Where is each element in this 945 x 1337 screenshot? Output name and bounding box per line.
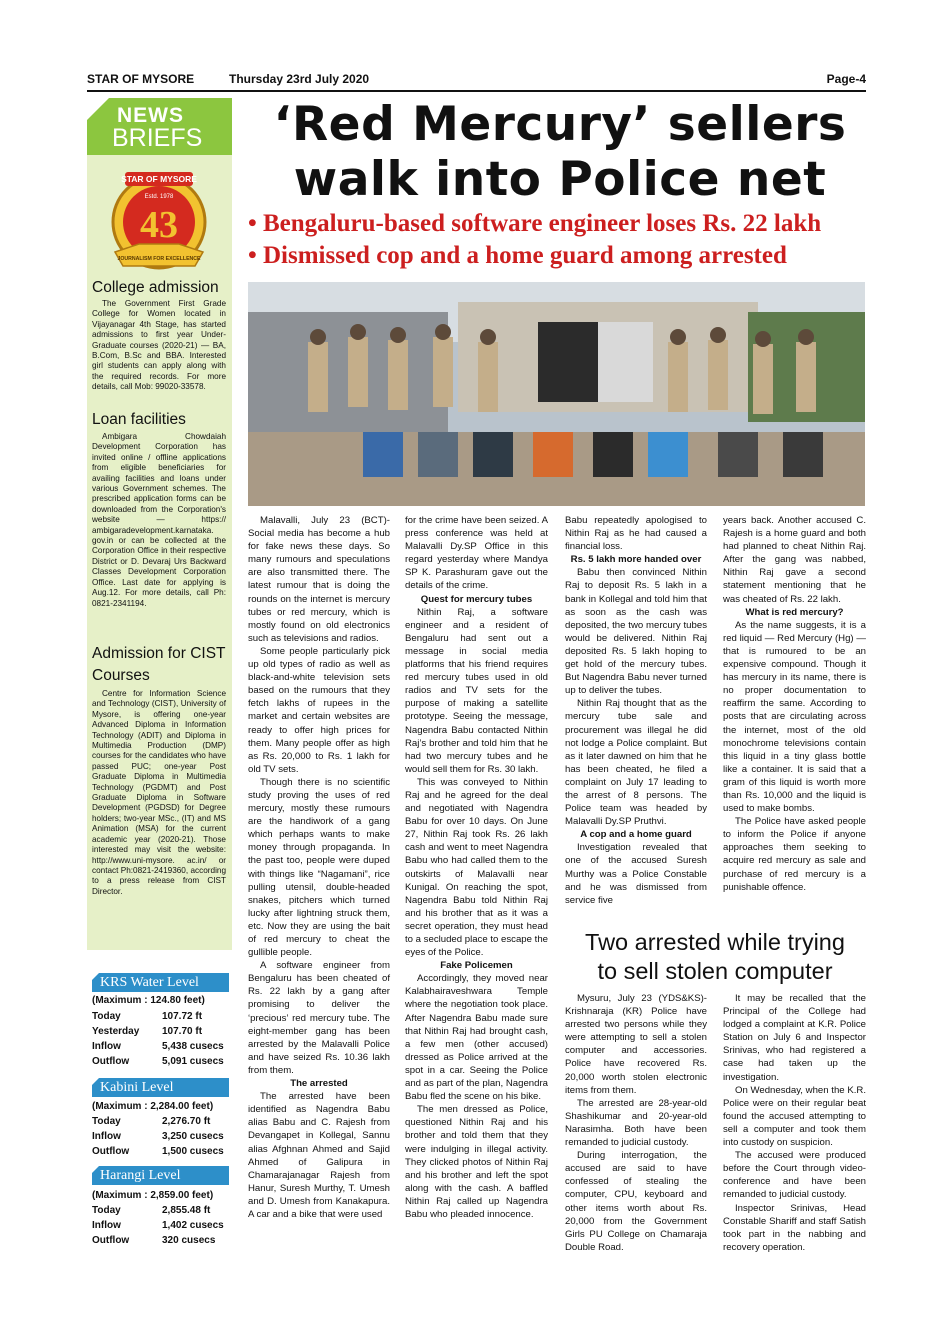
second-story-col-1 [565, 992, 707, 1254]
paragraph: A software engineer from Bengaluru has been cheated of Rs. 22 lakh by a gang after promising to deliver the ‘precious’ red mercury tube. The eight-member gang has been arrested by the Malavalli Police and have seized Rs. 10.36 lakh from them. [248, 960, 390, 1076]
brief-title-college: College admission [92, 279, 219, 296]
paragraph: The arrested are 28-year-old Shashikumar and 20-year-old Narasimha. Both have been remanded to judicial custody. [565, 1097, 707, 1149]
harangi-row: Inflow 1,402 cusecs [92, 1220, 224, 1231]
main-story-col-1 [248, 514, 390, 1221]
kabini-row: Inflow 3,250 cusecs [92, 1131, 224, 1142]
issue-date: Thursday 23rd July 2020 [229, 72, 370, 86]
harangi-row: Today 2,855.48 ft [92, 1205, 211, 1216]
paragraph: Nithin Raj, a software engineer and a resident of Bengaluru had sent out a message in social media platforms that his friend requires red mercury tubes used in old radios and TV sets for the purpose of making a satellite prototype. Seeing the message, Nagendra Babu contacted Nithin Raj’s brother and told him that he had two mercury tubes and he would sell them for Rs. 30 lakh. [405, 606, 548, 775]
section-heading: Fake Policemen [440, 960, 513, 972]
news-word: NEWS [117, 104, 184, 127]
main-headline [240, 97, 880, 207]
logo-number: 43 [140, 204, 178, 246]
brief-title-cist: Admission for CIST Courses [92, 645, 226, 684]
paragraph: It may be recalled that the Principal of the College had lodged a complaint at K.R. Police Station on July 6 and Inspector Srinivas, who had registered a case had taken up the investigation. [723, 993, 866, 1083]
paragraph: The arrested have been identified as Nagendra Babu alias Babu and C. Rajesh from Devangapet in Kollegal, Sannu alias Afghnan Ahmed and Sajid Ahmed of Galipura in Chamarajanagar Rajesh from Hanur, Suresh Murthy, T. Umesh and D. Umesh from Kanakapura. A car and a bike that were used [248, 1091, 390, 1220]
page-number: Page-4 [826, 72, 866, 86]
second-headline-line-2: to sell stolen computer [597, 958, 833, 984]
section-heading: The arrested [290, 1078, 348, 1090]
section-heading: Rs. 5 lakh more handed over [570, 554, 702, 566]
krs-maximum: (Maximum : 124.80 feet) [92, 995, 205, 1006]
logo-estd: Estd. 1978 [144, 194, 174, 200]
brief-body-cist: Centre for Information Science and Technology (CIST), University of Mysore, is offering one-year Advanced Diploma in Information Technology (ADIT) and Diploma in Multimedia Production (DMP) courses for the candidates who have passed PUC; one-year Post Graduate Diploma in Multimedia Technology (PGDMT) and Post Graduate Diploma in Software Development (PGDSD) for Degree holders; two-year MSc., (IT) and MS Animation (MSA) for the current academic year (2020-21). Those interested may visit the website: http://www.uni-mysore. ac.in/ or contact Ph:0821-2419360, according to a press release from CIST Director. [92, 689, 226, 896]
anniversary-logo [95, 166, 223, 286]
paragraph: Inspector Srinivas, Head Constable Shariff and staff Satish took part in the nabbing and recovery operation. [723, 1202, 866, 1253]
main-story-col-3 [565, 514, 707, 907]
news-briefs-sidebar [87, 98, 232, 950]
paragraph: The Police have asked people to inform the Police if anyone approaches them seeking to acquire red mercury as sale and purchase of red mercury is a punishable offence. [723, 816, 866, 893]
subhead-1: • Bengaluru-based software engineer loses Rs. 22 lakh [248, 210, 822, 237]
paper-name: STAR OF MYSORE [87, 72, 195, 86]
brief-title-loan: Loan facilities [92, 411, 186, 428]
section-heading: A cop and a home guard [580, 829, 692, 841]
water-levels-box [87, 958, 232, 1250]
kabini-title: Kabini Level [92, 1078, 229, 1097]
paragraph: During interrogation, the accused are said to have confessed of stealing the computer, CPU, keyboard and other items worth about Rs. 20,000 from the Government Girls PU College on Chamaraja Double Road. [565, 1150, 707, 1253]
kabini-row: Outflow 1,500 cusecs [92, 1146, 224, 1157]
paragraph: The accused were produced before the Court through video-conference and have been remanded to judicial custody. [723, 1150, 866, 1201]
paragraph: Some people particularly pick up old types of radio as well as black-and-white television sets based on the rumours that they fetch lakhs of rupees in the market and certain websites are ready to offer high prices for them. Many people offer as high as Rs. 20,000 to Rs. 1 lakh for old TV sets. [248, 645, 390, 775]
kabini-maximum: (Maximum : 2,284.00 feet) [92, 1101, 214, 1112]
brief-body-loan: Ambigara Chowdaiah Development Corporation has invited online / offline applications from eligible beneficiaries for availing facilities and loans under various Government schemes. The prescribed application forms can be downloaded from the Corporation's website — https:// ambigaradevelopment.karnataka. gov.in or can be collected at the Corporation Office in their respective District or D. Devaraj Urs Backward Classes Development Corporation Office. Last date for applying is Aug.12. For more details, call Ph: 0821-2341194. [92, 432, 226, 608]
second-headline-line-1: Two arrested while trying [585, 929, 845, 955]
krs-row: Inflow 5,438 cusecs [92, 1041, 224, 1052]
krs-row: Today 107.72 ft [92, 1011, 203, 1022]
paragraph: The men dressed as Police, questioned Nithin Raj and his brother and told them that they were indulging in illegal activity. They clicked photos of Nithin Raj and his brother and left the spot along with the cash. A baffled Nithin Raj called up Nagendra Babu who pleaded innocence. [405, 1104, 548, 1220]
main-story-col-4 [723, 514, 866, 894]
arrest-photo [248, 282, 865, 506]
section-heading: What is red mercury? [745, 606, 844, 618]
logo-top-text: STAR OF MYSORE [121, 174, 197, 184]
kabini-row: Today 2,276.70 ft [92, 1116, 211, 1127]
news-briefs-banner [87, 98, 232, 155]
harangi-row: Outflow 320 cusecs [92, 1235, 216, 1246]
paragraph: Nithin Raj thought that as the mercury tube sale and procurement was illegal he did not lodge a Police complaint. But as it later dawned on him that he has been cheated, he filed a complaint on July 17 leading to the arrest of 8 persons. The Police team was headed by Malavalli Dy.SP Pruthvi. [565, 698, 707, 828]
paragraph: years back. Another accused C. Rajesh is a home guard and both had planned to cheat Nithin Raj. After the gang was nabbed, Nithin Raj gave a second statement mentioning that he was cheated of Rs. 22 lakh. [723, 515, 866, 605]
main-story-col-2 [405, 514, 548, 1221]
krs-title: KRS Water Level [92, 973, 229, 992]
paragraph: Babu then convinced Nithin Raj to deposit Rs. 5 lakh in a bank in Kollegal and told him that as soon as the cash was deposited, the two mercury tubes would be delivered. Nithin Raj deposited Rs. 5 lakh hoping to get hold of the mercury tubes. But Nagendra Babu never turned up to deliver the tubes. [565, 567, 707, 697]
paragraph: Malavalli, July 23 (BCT)- Social media has become a hub for fake news these days. So many rumours and speculations are also transmitted there. The latest rumour that is doing the rounds on the internet is mercury tubes or red mercury, which is mostly found on old electronics such as televisions and radios. [248, 515, 390, 644]
paragraph: Investigation revealed that one of the accused Suresh Murthy was a Police Constable and he was dismissed from service five [565, 842, 707, 906]
headline-line-2: walk into Police net [293, 152, 827, 207]
krs-row: Yesterday 107.70 ft [92, 1026, 203, 1037]
harangi-maximum: (Maximum : 2,859.00 feet) [92, 1190, 214, 1201]
harangi-title: Harangi Level [92, 1166, 229, 1185]
paragraph: As the name suggests, it is a red liquid — Red Mercury (Hg) — that is rumoured to be an expensive compound. Though it has mercury in its name, there is no proper documentation to reaffirm the same. According to posts that are circulating across the internet, most of the old monochrome televisions contain this liquid in a tiny glass bottle like a container. It is said that a gram of this liquid is worth more than Rs. 10,000 and the liquid is used to make bombs. [723, 619, 866, 815]
logo-ribbon: JOURNALISM FOR EXCELLENCE [117, 256, 201, 262]
section-heading: Quest for mercury tubes [420, 593, 533, 605]
brief-body-college: The Government First Grade College for Women located in Vijayanagar 4th Stage, has started admissions to first year Under-Graduate courses (2020-21) — BA, B.Com, B.Sc and BBA. Interested girl students can apply along with the required records. For more details, call Mob: 99020-33578. [92, 299, 226, 392]
paragraph: Babu repeatedly apologised to Nithin Raj as he had caused a financial loss. [565, 515, 707, 553]
briefs-word: BRIEFS [112, 124, 203, 152]
paragraph: Though there is no scientific study proving the uses of red mercury, mostly these rumours are the handiwork of a gang which perhaps wants to make money through propaganda. In the past too, people were duped with things like “Nagamani”, rice pulling utensil, double-headed snakes, pitchers which turned lucky after lightning struck them, etc. Now they are using the bait of red mercury to cheat the gullible people. [248, 776, 390, 959]
paragraph: Mysuru, July 23 (YDS&KS)- Krishnaraja (KR) Police have arrested two persons while they were attempting to sell a stolen computer and accessories. Police have recovered Rs. 20,000 worth stolen electronic items from them. [565, 993, 707, 1096]
krs-row: Outflow 5,091 cusecs [92, 1056, 224, 1067]
paragraph: for the crime have been seized. A press conference was held at Malavalli Dy.SP Office in this regard yesterday where Mandya SP K. Parashuram gave out the details of the crime. [405, 515, 548, 592]
second-story-col-2 [723, 992, 866, 1254]
page-header [87, 72, 866, 92]
paragraph: On Wednesday, when the K.R. Police were on their regular beat found the accused attempting to sell a computer and took them into custody on suspicion. [723, 1084, 866, 1149]
headline-line-1: ‘Red Mercury’ sellers [273, 97, 847, 152]
subhead-2: • Dismissed cop and a home guard among arrested [248, 242, 787, 269]
paragraph: This was conveyed to Nithin Raj and he agreed for the deal and negotiated with Nagendra Babu for over 10 days. On June 27, Nithin Raj took Rs. 26 lakh cash and went to meet Nagendra Babu who had called them to the outskirts of Malavalli near Kunigal. On reaching the spot, Nagendra Babu told Nithin Raj and his brother that as it was a secret operation, they must head to a secluded place to escape the eyes of the Police. [405, 776, 548, 959]
second-headline [565, 928, 865, 986]
paragraph: Accordingly, they moved near Kalabhairaveshwara Temple where the negotiation took place. After Nagendra Babu made sure that Nithin Raj had brought cash, a few men (other accused) dressed as Police arrived at the spot in a car. Seeing the Police and as part of the plan, Nagendra Babu fled the scene on his bike. [405, 973, 548, 1103]
